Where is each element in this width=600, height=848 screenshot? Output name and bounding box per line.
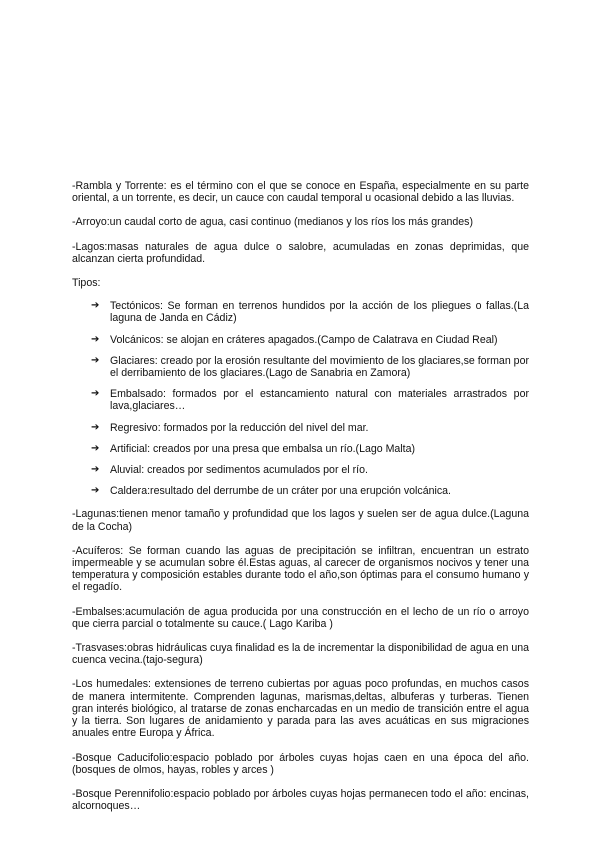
list-item-tectonicos bbox=[72, 300, 529, 324]
list-item-glaciares bbox=[72, 355, 529, 379]
paragraph-embalses: -Embalses:acumulación de agua producida por una construcción en el lecho de un río o arroyo que cierra parcial o totalmente su cauce.( Lago Kariba ) bbox=[72, 605, 529, 630]
list-item-aluvial bbox=[72, 464, 529, 476]
right-arrow-icon: ➔ bbox=[91, 442, 100, 454]
right-arrow-icon: ➔ bbox=[91, 333, 100, 345]
right-arrow-icon: ➔ bbox=[91, 421, 100, 433]
list-item-regresivo bbox=[72, 422, 529, 434]
paragraph-rambla-torrente: -Rambla y Torrente: es el término con el que se conoce en España, especialmente en su parte oriental, a un torrente, es decir, un cauce con caudal temporal u ocasional debido a las lluvias. bbox=[72, 180, 529, 205]
list-item-artificial bbox=[72, 443, 529, 455]
list-item-text: Regresivo: formados por la reducción del nivel del mar. bbox=[110, 421, 369, 434]
list-item-text: Artificial: creados por una presa que embalsa un río.(Lago Malta) bbox=[110, 442, 416, 455]
right-arrow-icon: ➔ bbox=[91, 464, 100, 476]
right-arrow-icon: ➔ bbox=[91, 485, 100, 497]
list-item-text: Embalsado: formados por el estancamiento natural con materiales arrastrados por lava,glaciares… bbox=[110, 388, 529, 413]
document-page bbox=[72, 180, 529, 824]
paragraph-trasvases: -Trasvases:obras hidráulicas cuya finalidad es la de incrementar la disponibilidad de agua en una cuenca vecina.(tajo-segura) bbox=[72, 642, 529, 667]
tipos-list bbox=[72, 300, 529, 497]
list-item-text: Caldera:resultado del derrumbe de un cráter por una erupción volcánica. bbox=[110, 485, 451, 498]
list-item-text: Glaciares: creado por la erosión resultante del movimiento de los glaciares,se forman por el derribamiento de los glaciares.(Lago de Sanabria en Zamora) bbox=[110, 354, 529, 380]
list-item-text: Volcánicos: se alojan en cráteres apagados.(Campo de Calatrava en Ciudad Real) bbox=[110, 333, 498, 346]
paragraph-acuiferos: -Acuíferos: Se forman cuando las aguas de precipitación se infiltran, encuentran un estrato impermeable y se acumulan sobre él.Estas aguas, al carecer de organismos nocivos y tener una temperatura y composición estables durante todo el año,son óptimas para el consumo humano y el regadío. bbox=[72, 544, 529, 594]
right-arrow-icon: ➔ bbox=[91, 354, 100, 366]
list-item-volcanicos bbox=[72, 334, 529, 346]
tipos-label: Tipos: bbox=[72, 277, 101, 290]
list-item-text: Aluvial: creados por sedimentos acumulados por el río. bbox=[110, 464, 368, 477]
paragraph-humedales: -Los humedales: extensiones de terreno cubiertas por aguas poco profundas, en muchos casos de manera intermitente. Comprenden lagunas, marismas,deltas, albuferas y turberas. Tienen gran interés biológico, al tratarse de zonas encharcadas en un medio de transición entre el agua y la tierra. Son lugares de anidamiento y parada para las aves acuáticas en sus migraciones anuales entre Europa y África. bbox=[72, 678, 529, 740]
paragraph-bosque-perennifolio: -Bosque Perennifolio:espacio poblado por árboles cuyas hojas permanecen todo el año: encinas, alcornoques… bbox=[72, 787, 529, 813]
paragraph-arroyo: -Arroyo:un caudal corto de agua, casi continuo (medianos y los ríos los más grandes) bbox=[72, 216, 474, 229]
right-arrow-icon: ➔ bbox=[91, 388, 100, 400]
paragraph-bosque-caducifolio: -Bosque Caducifolio:espacio poblado por árboles cuyas hojas caen en una época del año.(bosques de olmos, hayas, robles y arces ) bbox=[72, 751, 529, 776]
list-item-embalsado bbox=[72, 388, 529, 412]
paragraph-lagunas: -Lagunas:tienen menor tamaño y profundidad que los lagos y suelen ser de agua dulce.(Laguna de la Cocha) bbox=[72, 508, 529, 533]
list-item-text: Tectónicos: Se forman en terrenos hundidos por la acción de los pliegues o fallas.(La laguna de Janda en Cádiz) bbox=[110, 300, 529, 325]
list-item-caldera bbox=[72, 485, 529, 497]
right-arrow-icon: ➔ bbox=[91, 300, 100, 312]
paragraph-lagos: -Lagos:masas naturales de agua dulce o salobre, acumuladas en zonas deprimidas, que alcanzan cierta profundidad. bbox=[72, 240, 529, 265]
